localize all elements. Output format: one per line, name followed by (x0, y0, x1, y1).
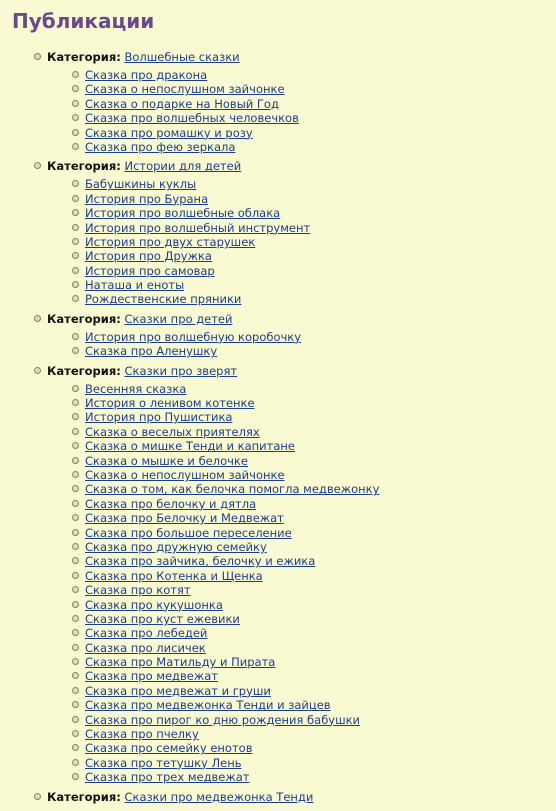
story-item (85, 111, 550, 125)
list-bullet-icon (72, 385, 79, 392)
category-label: Категория: (47, 789, 121, 804)
story-link[interactable]: История про Бурана (85, 191, 209, 206)
list-bullet-icon (72, 471, 79, 478)
story-link[interactable]: История про Пушистика (85, 410, 233, 425)
story-link[interactable]: Сказка про кукушонка (85, 597, 223, 612)
story-item (85, 770, 550, 784)
story-link[interactable]: История про волшебный инструмент (85, 220, 311, 235)
story-item (85, 425, 550, 439)
story-link[interactable]: Сказка о непослушном зайчонке (85, 467, 285, 482)
story-link[interactable]: Сказка о непослушном зайчонке (85, 82, 285, 97)
story-link[interactable]: Сказка о мишке Тенди и капитане (85, 439, 295, 454)
story-link[interactable]: Сказка про дракона (85, 68, 208, 82)
list-bullet-icon (72, 557, 79, 564)
story-item (85, 698, 550, 712)
list-bullet-icon (34, 793, 41, 800)
page-title: Публикации (12, 9, 155, 33)
story-item (85, 598, 550, 612)
list-bullet-icon (72, 428, 79, 435)
category-heading (47, 790, 550, 805)
story-link[interactable]: Сказка про ромашку и розу (85, 125, 253, 140)
list-bullet-icon (72, 399, 79, 406)
story-link[interactable]: Сказка о мышке и белочке (85, 453, 248, 468)
story-link[interactable]: Сказка про дружную семейку (85, 539, 267, 554)
story-link[interactable]: История про Дружка (85, 249, 212, 264)
story-link[interactable]: Сказка про тетушку Лень (85, 755, 242, 770)
story-item (85, 82, 550, 96)
story-item (85, 569, 550, 583)
category-item (34, 50, 550, 154)
list-bullet-icon (72, 347, 79, 354)
list-bullet-icon (72, 85, 79, 92)
category-heading (47, 312, 550, 327)
story-item (85, 669, 550, 683)
story-item (85, 235, 550, 249)
list-bullet-icon (72, 629, 79, 636)
story-link[interactable]: Сказка про котят (85, 583, 191, 598)
list-bullet-icon (72, 701, 79, 708)
category-item (34, 364, 550, 785)
story-item (85, 641, 550, 655)
list-bullet-icon (34, 162, 41, 169)
list-bullet-icon (72, 529, 79, 536)
story-link[interactable]: Сказка про трех медвежат (85, 770, 250, 785)
list-bullet-icon (72, 687, 79, 694)
list-bullet-icon (72, 252, 79, 259)
list-bullet-icon (72, 224, 79, 231)
story-item (85, 554, 550, 568)
story-link[interactable]: Сказка про зайчика, белочку и ежика (85, 554, 316, 569)
list-bullet-icon (72, 143, 79, 150)
story-link[interactable]: История про волшебные облака (85, 206, 281, 221)
category-item (34, 312, 550, 359)
story-item (85, 68, 550, 82)
category-heading (47, 159, 550, 174)
story-link[interactable]: Сказка о том, как белочка помогла медвежонку (85, 482, 380, 497)
list-bullet-icon (72, 457, 79, 464)
list-bullet-icon (72, 129, 79, 136)
list-bullet-icon (34, 53, 41, 60)
list-bullet-icon (72, 615, 79, 622)
story-item (85, 177, 550, 191)
story-list (47, 177, 550, 307)
list-bullet-icon (72, 773, 79, 780)
list-bullet-icon (72, 333, 79, 340)
story-item (85, 192, 550, 206)
category-link[interactable]: Истории для детей (124, 159, 242, 174)
list-bullet-icon (72, 114, 79, 121)
story-item (85, 382, 550, 396)
story-item (85, 410, 550, 424)
story-link[interactable]: Сказка про фею зеркала (85, 139, 236, 154)
story-list (47, 68, 550, 154)
story-item (85, 756, 550, 770)
category-item (34, 790, 550, 805)
list-bullet-icon (34, 315, 41, 322)
story-link[interactable]: Сказка о веселых приятелях (85, 424, 260, 439)
story-link[interactable]: Сказка про большое переселение (85, 525, 292, 540)
story-link[interactable]: Сказка про волшебных человечков (85, 111, 299, 126)
list-bullet-icon (72, 442, 79, 449)
category-list (34, 50, 550, 810)
list-bullet-icon (72, 209, 79, 216)
list-bullet-icon (72, 716, 79, 723)
story-link[interactable]: Сказка про пирог ко дню рождения бабушки (85, 712, 361, 727)
list-bullet-icon (72, 281, 79, 288)
list-bullet-icon (72, 601, 79, 608)
list-bullet-icon (72, 485, 79, 492)
story-item (85, 713, 550, 727)
story-list (47, 330, 550, 359)
story-item (85, 655, 550, 669)
story-item (85, 206, 550, 220)
story-link[interactable]: История про самовар (85, 263, 215, 278)
story-item (85, 278, 550, 292)
list-bullet-icon (72, 413, 79, 420)
list-bullet-icon (72, 500, 79, 507)
story-item (85, 583, 550, 597)
category-label: Категория: (47, 50, 121, 64)
story-item (85, 454, 550, 468)
story-link[interactable]: Рождественские пряники (85, 292, 242, 307)
story-link[interactable]: Сказка про Белочку и Медвежат (85, 511, 284, 526)
list-bullet-icon (72, 744, 79, 751)
story-link[interactable]: Сказка про медвежонка Тенди и зайцев (85, 698, 331, 713)
story-item (85, 684, 550, 698)
list-bullet-icon (72, 672, 79, 679)
story-item (85, 249, 550, 263)
category-item (34, 159, 550, 307)
story-link[interactable]: Сказка про белочку и дятла (85, 496, 257, 511)
story-item (85, 468, 550, 482)
list-bullet-icon (34, 367, 41, 374)
story-link[interactable]: Бабушкины куклы (85, 177, 197, 192)
category-heading (47, 364, 550, 379)
list-bullet-icon (72, 759, 79, 766)
story-item (85, 511, 550, 525)
story-item (85, 126, 550, 140)
story-list (47, 382, 550, 785)
category-link[interactable]: Сказки про медвежонка Тенди (124, 789, 314, 804)
story-item (85, 140, 550, 154)
category-heading (47, 50, 550, 65)
story-link[interactable]: История о ленивом котенке (85, 396, 255, 411)
story-link[interactable]: Сказка про Котенка и Щенка (85, 568, 263, 583)
category-link[interactable]: Сказки про детей (124, 311, 233, 326)
list-bullet-icon (72, 658, 79, 665)
story-link[interactable]: Сказка про лисичек (85, 640, 206, 655)
story-item (85, 497, 550, 511)
story-item (85, 344, 550, 358)
story-item (85, 626, 550, 640)
story-item (85, 330, 550, 344)
story-item (85, 292, 550, 306)
category-label: Категория: (47, 159, 121, 174)
story-link[interactable]: Сказка про семейку енотов (85, 741, 253, 756)
story-link[interactable]: Сказка про лебедей (85, 626, 208, 641)
story-item (85, 264, 550, 278)
list-bullet-icon (72, 71, 79, 78)
category-label: Категория: (47, 311, 121, 326)
category-link[interactable]: Волшебные сказки (124, 50, 240, 64)
story-link[interactable]: Сказка про пчелку (85, 727, 199, 742)
story-item (85, 741, 550, 755)
list-bullet-icon (72, 195, 79, 202)
story-link[interactable]: История про двух старушек (85, 234, 256, 249)
story-link[interactable]: Сказка про медвежат и груши (85, 683, 271, 698)
list-bullet-icon (72, 238, 79, 245)
story-item (85, 540, 550, 554)
list-bullet-icon (72, 100, 79, 107)
story-link[interactable]: Сказка про медвежат (85, 669, 218, 684)
story-item (85, 439, 550, 453)
story-link[interactable]: История про волшебную коробочку (85, 329, 302, 344)
story-item (85, 221, 550, 235)
list-bullet-icon (72, 586, 79, 593)
list-bullet-icon (72, 543, 79, 550)
list-bullet-icon (72, 730, 79, 737)
story-item (85, 396, 550, 410)
list-bullet-icon (72, 295, 79, 302)
story-link[interactable]: Сказка о подарке на Новый Год (85, 96, 279, 111)
story-link[interactable]: Сказка про Матильду и Пирата (85, 655, 276, 670)
story-link[interactable]: Наташа и еноты (85, 278, 185, 293)
story-link[interactable]: Сказка про Аленушку (85, 344, 218, 359)
story-link[interactable]: Весенняя сказка (85, 381, 187, 396)
category-link[interactable]: Сказки про зверят (124, 363, 238, 378)
list-bullet-icon (72, 644, 79, 651)
story-item (85, 727, 550, 741)
list-bullet-icon (72, 267, 79, 274)
story-item (85, 612, 550, 626)
story-item (85, 526, 550, 540)
story-link[interactable]: Сказка про куст ежевики (85, 611, 240, 626)
list-bullet-icon (72, 180, 79, 187)
story-item (85, 97, 550, 111)
category-label: Категория: (47, 363, 121, 378)
list-bullet-icon (72, 514, 79, 521)
list-bullet-icon (72, 572, 79, 579)
story-item (85, 482, 550, 496)
